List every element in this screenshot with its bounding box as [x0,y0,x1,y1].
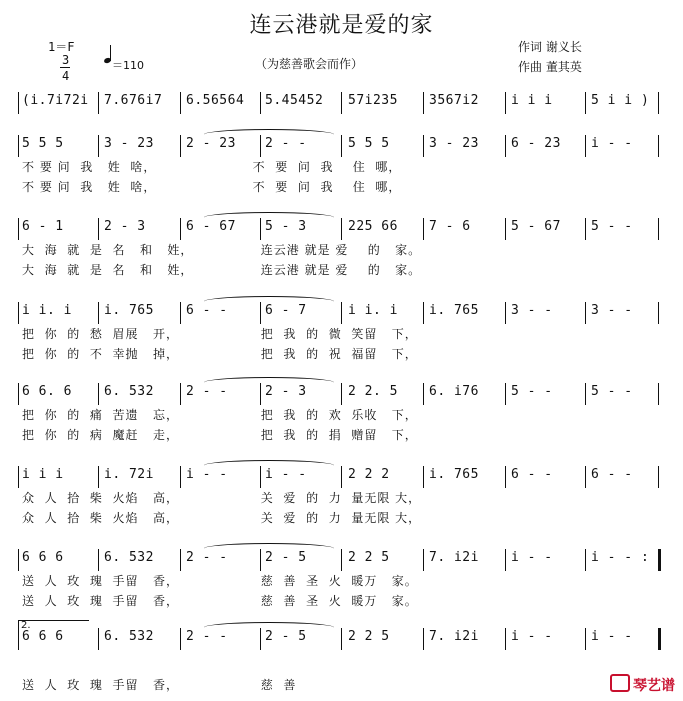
barline [423,218,424,240]
measure-notes: 5 5 5 [348,136,390,151]
measure-notes: 6. 532 [104,384,154,399]
barline [423,549,424,571]
barline [98,92,99,114]
measure-notes: 5 - - [591,219,633,234]
barline [423,135,424,157]
measure-notes: 2 - 23 [186,136,236,151]
lyricist-credit: 作词 谢义长 [518,40,582,54]
measure-notes: 6. i76 [429,384,479,399]
measure-notes: 5 - 67 [511,219,561,234]
measure-notes: 3 - 23 [104,136,154,151]
barline [180,466,181,488]
quarter-note-icon [103,57,111,64]
barline [341,302,342,324]
measure-notes: 2 2 5 [348,629,390,644]
measure-notes: 2 - - [186,550,228,565]
barline [585,549,586,571]
measure-notes: i - - [265,467,307,482]
barline [658,218,659,240]
score-system [18,135,668,157]
lyric-line: 送 人 玫 瑰 手留 香， 慈 善 圣 火 暖万 家。 [22,574,418,588]
piano-logo-icon [610,674,630,692]
time-signature-top: 3 [62,53,70,67]
score-system [18,549,668,571]
barline [180,549,181,571]
barline [423,383,424,405]
barline [585,92,586,114]
score-system [18,383,668,405]
measure-notes: 5 - - [511,384,553,399]
lyric-line: 不 要 问 我 姓 啥， 不 要 问 我 住 哪， [22,160,402,174]
measure-notes: i - - [511,629,553,644]
measure-notes: 7. i2i [429,550,479,565]
time-signature-bottom: 4 [62,69,70,83]
barline [98,383,99,405]
tie-arc [204,129,334,140]
barline [423,466,424,488]
barline [180,628,181,650]
measure-notes: 5.45452 [265,93,324,108]
measure-notes: 2 - - [186,384,228,399]
score-system [18,466,668,488]
measure-notes: 7.676i7 [104,93,163,108]
tie-arc [204,543,334,554]
barline [423,628,424,650]
barline [423,302,424,324]
measure-notes: 5 - 3 [265,219,307,234]
barline [585,302,586,324]
barline [658,549,661,571]
measure-notes: 6 - - [591,467,633,482]
barline [658,628,661,650]
watermark-text: 琴艺谱 [633,678,675,694]
measure-notes: 2 - 5 [265,629,307,644]
measure-notes: 3 - - [511,303,553,318]
barline [505,135,506,157]
measure-notes: 2 - 5 [265,550,307,565]
measure-notes: i i. i [348,303,398,318]
measure-notes: 225 66 [348,219,398,234]
measure-notes: 6.56564 [186,93,245,108]
measure-notes: 6 - 7 [265,303,307,318]
barline [658,383,659,405]
measure-notes: 6 - 67 [186,219,236,234]
barline [98,549,99,571]
barline [98,218,99,240]
score-system [18,620,668,650]
barline [98,135,99,157]
measure-notes: i - - [591,629,633,644]
measure-notes: i. 765 [429,303,479,318]
watermark-logo [610,674,675,695]
measure-notes: (i.7i72i [22,93,89,108]
measure-notes: 6 6 6 [22,629,64,644]
measure-notes: 6. 532 [104,550,154,565]
barline [341,549,342,571]
barline [260,92,261,114]
tie-arc [204,296,334,307]
measure-notes: 2 2 2 [348,467,390,482]
barline [505,218,506,240]
measure-notes: i. 765 [104,303,154,318]
tie-arc [204,622,334,633]
tempo-marking: ＝110 [112,59,144,72]
barline [585,628,586,650]
lyric-line: 送 人 玫 瑰 手留 香， 慈 善 圣 火 暖万 家。 [22,594,418,608]
lyric-line: 把 你 的 不 幸抛 掉， 把 我 的 祝 福留 下， [22,347,418,361]
measure-notes: 3 - - [591,303,633,318]
measure-notes: 2 - 3 [265,384,307,399]
lyric-line: 众 人 拾 柴 火焰 高， 关 爱 的 力 量无限 大， [22,491,422,505]
measure-notes: i i. i [22,303,72,318]
measure-notes: 3 - 23 [429,136,479,151]
barline [180,92,181,114]
barline [180,218,181,240]
measure-notes: 6. 532 [104,629,154,644]
lyric-line: 大 海 就 是 名 和 姓， 连云港 就是 爱 的 家。 [22,243,422,257]
barline [505,92,506,114]
measure-notes: 2 - 3 [104,219,146,234]
barline [658,302,659,324]
measure-notes: 57i235 [348,93,398,108]
composer-credit: 作曲 董其英 [518,60,582,74]
measure-notes: 7. i2i [429,629,479,644]
measure-notes: 7 - 6 [429,219,471,234]
barline [658,466,659,488]
score-system [18,218,668,240]
barline [341,92,342,114]
measure-notes: i. 765 [429,467,479,482]
barline [18,302,19,324]
barline [658,135,659,157]
barline [585,383,586,405]
lyric-line: 送 人 玫 瑰 手留 香， 慈 善 [22,678,297,692]
barline [505,383,506,405]
barline [341,383,342,405]
barline [18,466,19,488]
measure-notes: i. 72i [104,467,154,482]
measure-notes: i - - [186,467,228,482]
measure-notes: 6 - 23 [511,136,561,151]
barline [585,218,586,240]
barline [585,466,586,488]
time-signature-divider [60,67,70,68]
lyric-line: 把 你 的 愁 眉展 开， 把 我 的 微 笑留 下， [22,327,418,341]
barline [18,218,19,240]
measure-notes: 6 - 1 [22,219,64,234]
barline [341,218,342,240]
barline [505,628,506,650]
score-system [18,92,668,114]
score-system [18,302,668,324]
barline [180,383,181,405]
barline [341,466,342,488]
measure-notes: 5 - - [591,384,633,399]
measure-notes: i - - [591,136,633,151]
measure-notes: 6 - - [511,467,553,482]
measure-notes: 6 6 6 [22,550,64,565]
barline [98,466,99,488]
barline [98,628,99,650]
barline [18,549,19,571]
barline [98,302,99,324]
key-signature: 1＝F [48,40,75,54]
barline [341,628,342,650]
barline [180,302,181,324]
measure-notes: 2 - - [265,136,307,151]
measure-notes: i i i [22,467,64,482]
barline [658,92,659,114]
measure-notes: 3567i2 [429,93,479,108]
lyric-line: 把 你 的 痛 苦遗 忘， 把 我 的 欢 乐收 下， [22,408,418,422]
barline [505,466,506,488]
subtitle: （为慈善歌会而作） [255,57,364,71]
lyric-line: 众 人 拾 柴 火焰 高， 关 爱 的 力 量无限 大， [22,511,422,525]
measure-notes: 6 6. 6 [22,384,72,399]
barline [505,302,506,324]
barline [423,92,424,114]
measure-notes: 6 - - [186,303,228,318]
volta-label: 2. [21,620,31,631]
tie-arc [204,460,334,471]
measure-notes: 5 i i ) [591,93,650,108]
measure-notes: i i i [511,93,553,108]
barline [341,135,342,157]
tie-arc [204,212,334,223]
lyric-line: 大 海 就 是 名 和 姓， 连云港 就是 爱 的 家。 [22,263,422,277]
measure-notes: i - - : [591,550,650,565]
barline [180,135,181,157]
barline [18,92,19,114]
barline [505,549,506,571]
tie-arc [204,377,334,388]
lyric-line: 不 要 问 我 姓 啥， 不 要 问 我 住 哪， [22,180,402,194]
measure-notes: 5 5 5 [22,136,64,151]
barline [18,383,19,405]
measure-notes: 2 2. 5 [348,384,398,399]
lyric-line: 把 你 的 病 魔赶 走， 把 我 的 捐 赠留 下， [22,428,418,442]
measure-notes: 2 - - [186,629,228,644]
song-title: 连云港就是爱的家 [249,13,434,38]
measure-notes: i - - [511,550,553,565]
barline [18,135,19,157]
barline [585,135,586,157]
measure-notes: 2 2 5 [348,550,390,565]
barline [18,628,19,650]
